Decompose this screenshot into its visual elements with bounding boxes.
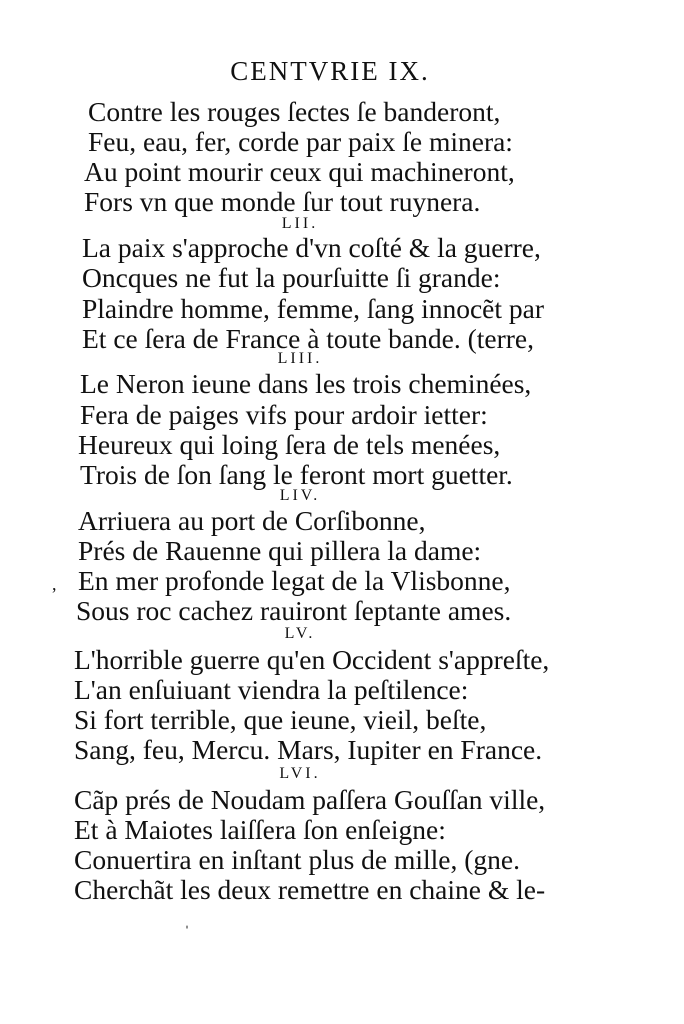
stray-ink-mark: ˈ (184, 922, 190, 942)
verse-line: Au point mourir ceux qui machineront, (84, 156, 515, 187)
verse-line: Fera de paiges vifs pour ardoir ietter: (80, 399, 488, 430)
verse-line: La paix s'approche d'vn coſté & la guerre, (82, 232, 541, 263)
verse-line: Plaindre homme, femme, ſang innocẽt par (82, 293, 545, 324)
verse-line: L'an enſuiuant viendra la peſtilence: (74, 674, 469, 705)
stanza-number: LIV. (279, 487, 321, 504)
verse-line: Si fort terrible, que ieune, vieil, beſte, (74, 704, 487, 735)
verse-line: Heureux qui loing ſera de tels menées, (78, 429, 501, 460)
verse-line: Oncques ne fut la pourſuitte ſi grande: (82, 262, 501, 293)
stanza-number: LVI. (279, 765, 321, 782)
verse-line: Prés de Rauenne qui pillera la dame: (78, 535, 482, 566)
verse-line: Et ce ſera de France à toute bande. (terre, (82, 323, 534, 354)
stanza-number: LIII. (277, 350, 323, 367)
verse-line: En mer profonde legat de la Vlisbonne, (78, 565, 511, 596)
stray-ink-mark: , (52, 574, 57, 594)
stanza-number: LV. (284, 625, 316, 642)
verse-line: Fors vn que monde ſur tout ruynera. (84, 186, 481, 217)
verse-line: Sang, feu, Mercu. Mars, Iupiter en France. (74, 734, 543, 765)
verse-line: Contre les rouges ſectes ſe banderont, (88, 96, 501, 127)
verse-line: Le Neron ieune dans les trois cheminées, (80, 368, 532, 399)
verse-line: Trois de ſon ſang le feront mort guetter. (80, 459, 513, 490)
verse-line: Sous roc cachez rauiront ſeptante ames. (76, 595, 512, 626)
verse-line: Cherchãt les deux remettre en chaine & le- (74, 874, 546, 905)
verse-line: Et à Maiotes laiſſera ſon enſeigne: (74, 814, 446, 845)
verse-line: Feu, eau, fer, corde par paix ſe minera: (88, 126, 513, 157)
verse-line: L'horrible guerre qu'en Occident s'appreſte, (74, 644, 550, 675)
running-header: CENTVRIE IX. (230, 56, 430, 86)
verse-line: Cãp prés de Noudam paſſera Gouſſan ville, (74, 784, 546, 815)
verse-line: Arriuera au port de Corſibonne, (78, 505, 426, 536)
stanza-number: LII. (281, 215, 319, 232)
verse-line: Conuertira en inſtant plus de mille, (gne. (74, 844, 521, 875)
